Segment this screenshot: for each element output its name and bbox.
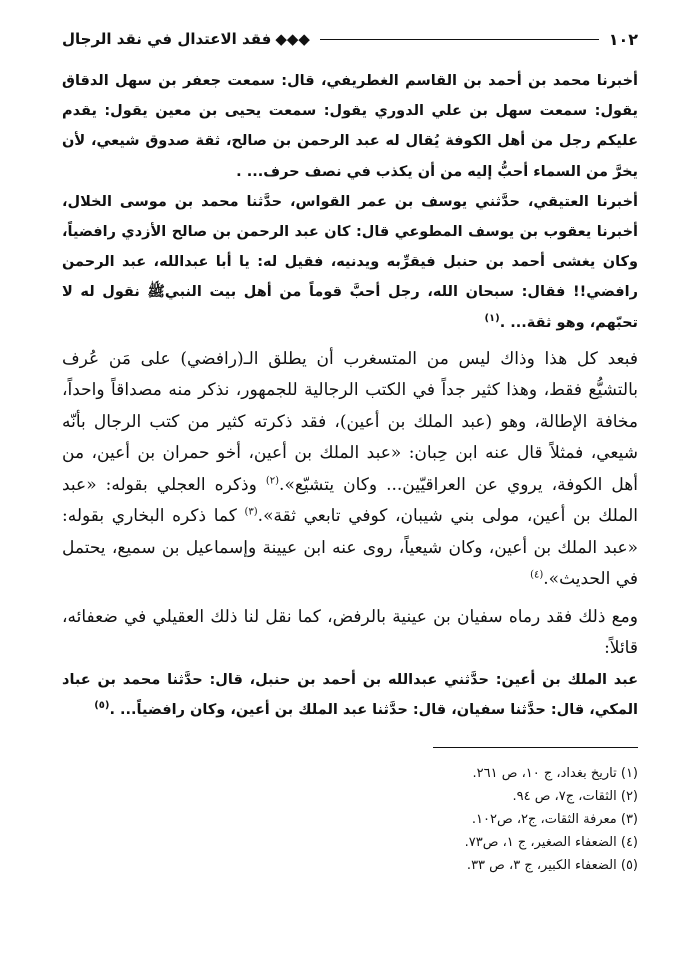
quote-block-1 [62, 66, 638, 187]
footnote-ref[interactable]: (٣) [244, 506, 258, 518]
page-number: ١٠٢ [608, 29, 638, 49]
footnote: (٢) الثقات، ج٧، ص ٩٤. [512, 789, 638, 805]
diamond-ornament: ◆◆◆ [275, 30, 310, 48]
paragraph-text: فبعد كل هذا وذاك ليس من المتسغرب أن يطلق الـ(رافضي) على مَن عُرف بالتشيُّع فقط، وهذا كثير جداً في الكتب الرجالية للجمهور، نذكر منه مصداقاً واحداً، مخافة الإطالة، وهو (عبد الملك بن أعين)، فقد ذكرته كثير من كتب الرجال بأنّه شيعي، فمثلاً قال عنه ابن حِبان: «عبد الملك بن أعين، أخو حمران بن أعين، من أهل الكوفة، يروي عن العراقيّين... وكان يتشيّع». [62, 348, 638, 495]
running-title [62, 30, 310, 48]
footnote-separator [433, 747, 638, 748]
paragraph-text: كما ذكره البخاري بقوله: «عبد الملك بن أعين، وكان شيعياً، روى عنه ابن عيينة وإسماعيل بن سميع، يحتمل في الحديث». [62, 506, 638, 590]
quote-text: أخبرنا العتيقي، حدَّثني يوسف بن عمر القواس، حدَّثنا محمد بن موسى الخلال، أخبرنا يعقوب بن يوسف المطوعي قال: كان عبد الرحمن بن صالح الأزدي رافضياً، وكان يغشى أحمد بن حنبل فيقرِّبه ويدنيه، فقيل له: يا أبا عبدالله، عبد الرحمن رافضي!! فقال: سبحان الله، رجل أحبَّ قوماً من أهل بيت النبيﷺ نقول له لا تحبّهم، وهو ثقة... . [62, 193, 638, 331]
paragraph-text: وذكره العجلي بقوله: «عبد الملك بن أعين، مولى بني شيبان، كوفي تابعي ثقة». [62, 474, 638, 527]
footnote-ref[interactable]: (٤) [530, 569, 544, 581]
running-header [62, 26, 638, 52]
quote-text: عبد الملك بن أعين: حدَّثني عبدالله بن أحمد بن حنبل، قال: حدَّثنا محمد بن عباد المكي، قال: حدَّثنا سفيان، قال: حدَّثنا عبد الملك بن أعين، وكان رافضياً... . [62, 671, 638, 719]
footnotes-section [62, 747, 638, 877]
footnote-ref[interactable]: (٢) [265, 475, 280, 487]
book-title: فقد الاعتدال في نقد الرجال [62, 30, 272, 48]
footnote: (٤) الضعفاء الصغير، ج ١، ص٧٣. [464, 835, 638, 851]
footnote: (٥) الضعفاء الكبير، ج ٣، ص ٣٣. [466, 858, 638, 874]
quote-block-3 [62, 665, 638, 725]
paragraph-text: ومع ذلك فقد رماه سفيان بن عينية بالرفض، كما نقل لنا ذلك العقيلي في ضعفائه، قائلاً: [62, 606, 638, 659]
footnote-ref[interactable]: (١) [484, 312, 500, 324]
body-paragraph-1 [62, 344, 638, 596]
header-rule [320, 39, 599, 40]
quote-text: أخبرنا محمد بن أحمد بن القاسم الغطريفي، قال: سمعت جعفر بن سهل الدقاق يقول: سمعت سهل بن علي الدوري يقول: سمعت يحيى بن معين يقول: يقدم عليكم رجل من أهل الكوفة يُقال له عبد الرحمن بن صالح، ثقة صدوق شيعي، لأن يخرَّ من السماء أحبُّ إليه من أن يكذب في نصف حرف... . [62, 73, 638, 180]
quote-block-2 [62, 187, 638, 338]
footnote-ref[interactable]: (٥) [94, 700, 110, 712]
footnote: (١) تاريخ بغداد، ج ١٠، ص ٢٦١. [472, 766, 638, 782]
page-content [62, 66, 638, 877]
footnote: (٣) معرفة الثقات، ج٢، ص١٠٢. [471, 812, 638, 828]
body-paragraph-2 [62, 602, 638, 665]
